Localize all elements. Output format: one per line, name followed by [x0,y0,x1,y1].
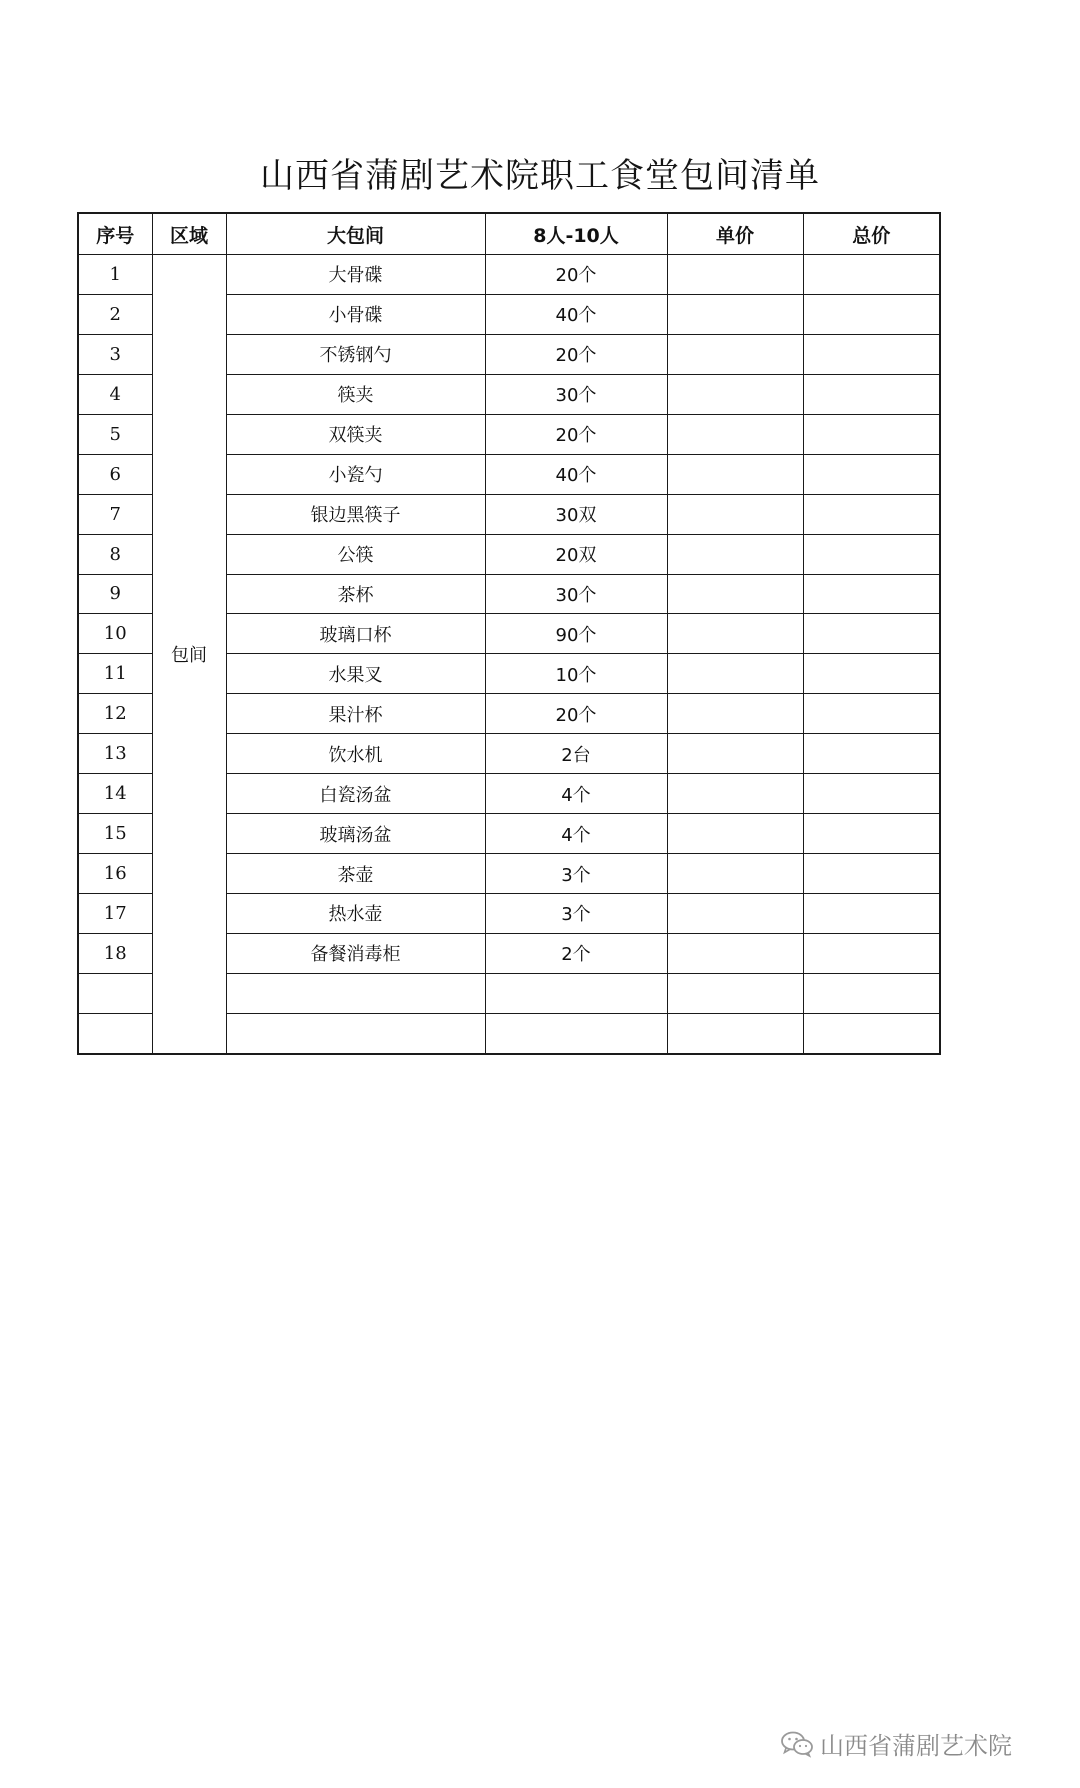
item-total [803,334,940,374]
item-unit-price [667,494,803,534]
row-number: 1 [78,255,152,295]
item-name: 筷夹 [226,374,485,414]
wechat-icon [780,1730,814,1758]
item-quantity: 20个 [485,414,667,454]
item-quantity: 20个 [485,694,667,734]
header-total: 总价 [803,213,940,255]
row-number: 17 [78,894,152,934]
item-total [803,1013,940,1054]
row-number: 11 [78,654,152,694]
item-quantity: 2个 [485,933,667,973]
item-total [803,973,940,1013]
item-total [803,574,940,614]
row-number: 8 [78,534,152,574]
item-unit-price [667,814,803,854]
item-quantity: 20个 [485,255,667,295]
item-name: 不锈钢勺 [226,334,485,374]
header-no: 序号 [78,213,152,255]
item-unit-price [667,374,803,414]
item-name: 大骨碟 [226,255,485,295]
header-quantity: 8人-10人 [485,213,667,255]
item-unit-price [667,933,803,973]
row-number: 10 [78,614,152,654]
item-total [803,494,940,534]
item-total [803,654,940,694]
row-number [78,973,152,1013]
table-header-row [78,213,940,255]
item-unit-price [667,774,803,814]
table-row [78,255,940,295]
item-quantity: 40个 [485,294,667,334]
row-number: 9 [78,574,152,614]
item-quantity: 4个 [485,814,667,854]
item-total [803,774,940,814]
item-name: 银边黑筷子 [226,494,485,534]
watermark-text: 山西省蒲剧艺术院 [820,1732,1012,1760]
item-name: 玻璃汤盆 [226,814,485,854]
item-unit-price [667,255,803,295]
item-unit-price [667,614,803,654]
item-name: 饮水机 [226,734,485,774]
item-quantity [485,973,667,1013]
row-number: 15 [78,814,152,854]
row-number: 3 [78,334,152,374]
row-number: 4 [78,374,152,414]
item-unit-price [667,454,803,494]
item-total [803,534,940,574]
item-quantity: 10个 [485,654,667,694]
item-quantity: 30个 [485,574,667,614]
item-quantity [485,1013,667,1054]
item-quantity: 3个 [485,894,667,934]
item-quantity: 30双 [485,494,667,534]
item-total [803,734,940,774]
item-unit-price [667,734,803,774]
item-name [226,973,485,1013]
row-number: 13 [78,734,152,774]
item-total [803,374,940,414]
item-unit-price [667,694,803,734]
item-name: 茶杯 [226,574,485,614]
item-name: 双筷夹 [226,414,485,454]
item-name: 白瓷汤盆 [226,774,485,814]
item-total [803,294,940,334]
row-number: 6 [78,454,152,494]
item-unit-price [667,574,803,614]
item-total [803,894,940,934]
row-number: 5 [78,414,152,454]
item-total [803,255,940,295]
item-name: 果汁杯 [226,694,485,734]
header-region: 区域 [152,213,226,255]
item-quantity: 20双 [485,534,667,574]
document-title: 山西省蒲剧艺术院职工食堂包间清单 [260,156,820,196]
item-total [803,933,940,973]
item-total [803,414,940,454]
item-name: 玻璃口杯 [226,614,485,654]
item-quantity: 90个 [485,614,667,654]
item-name [226,1013,485,1054]
item-name: 小骨碟 [226,294,485,334]
item-unit-price [667,854,803,894]
row-number: 14 [78,774,152,814]
account-watermark [780,1726,1012,1761]
item-quantity: 20个 [485,334,667,374]
row-number: 2 [78,294,152,334]
item-unit-price [667,1013,803,1054]
item-quantity: 4个 [485,774,667,814]
item-total [803,694,940,734]
item-total [803,814,940,854]
row-number: 7 [78,494,152,534]
item-unit-price [667,294,803,334]
item-unit-price [667,973,803,1013]
item-total [803,854,940,894]
item-unit-price [667,534,803,574]
header-item: 大包间 [226,213,485,255]
item-unit-price [667,654,803,694]
row-number: 18 [78,933,152,973]
item-name: 热水壶 [226,894,485,934]
item-name: 茶壶 [226,854,485,894]
item-quantity: 2台 [485,734,667,774]
item-quantity: 30个 [485,374,667,414]
item-unit-price [667,334,803,374]
item-name: 小瓷勺 [226,454,485,494]
item-total [803,454,940,494]
region-cell: 包间 [152,255,226,1055]
item-name: 水果叉 [226,654,485,694]
item-total [803,614,940,654]
row-number: 12 [78,694,152,734]
row-number: 16 [78,854,152,894]
header-unit-price: 单价 [667,213,803,255]
item-name: 备餐消毒柜 [226,933,485,973]
item-quantity: 40个 [485,454,667,494]
item-unit-price [667,894,803,934]
item-quantity: 3个 [485,854,667,894]
item-unit-price [667,414,803,454]
item-name: 公筷 [226,534,485,574]
item-list-table [77,212,941,1055]
row-number [78,1013,152,1054]
